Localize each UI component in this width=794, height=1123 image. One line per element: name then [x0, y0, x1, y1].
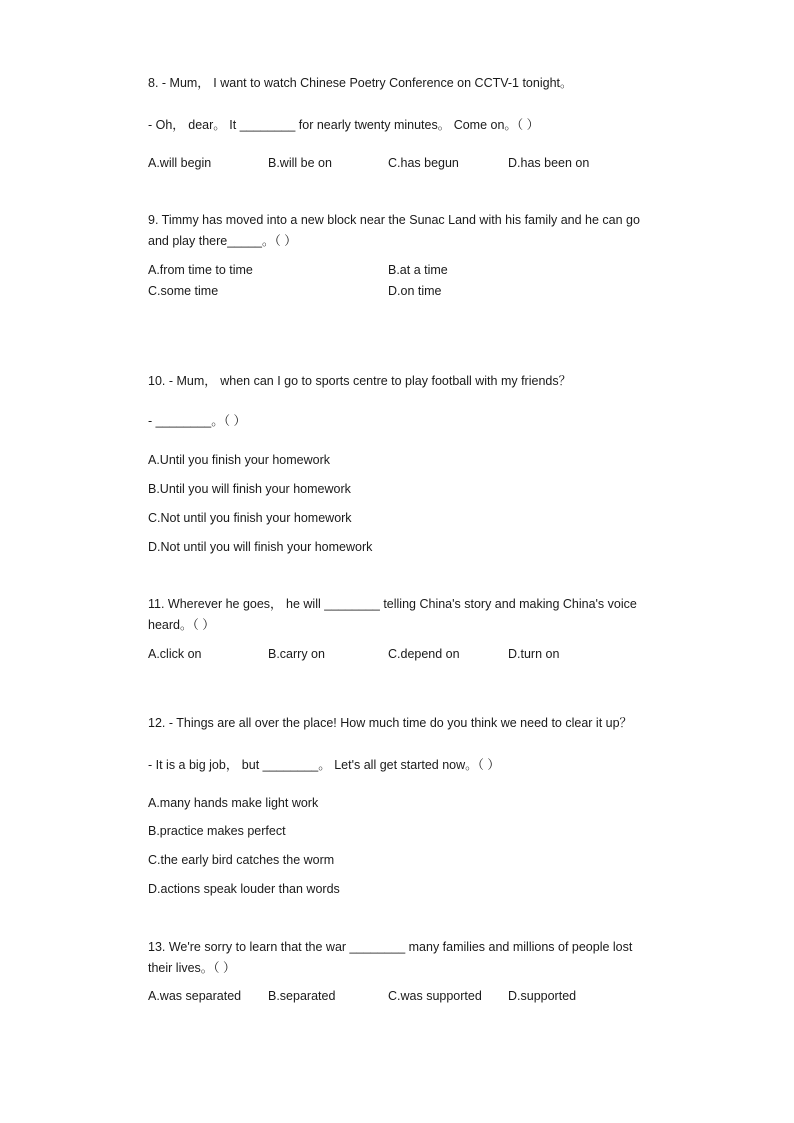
question-8-option-c: C.has begun	[388, 156, 459, 170]
question-13-stem-line-2: their lives。（ ）	[148, 961, 236, 975]
question-9-option-a: A.from time to time	[148, 263, 253, 277]
question-9-option-d: D.on time	[388, 284, 442, 298]
question-8-option-d: D.has been on	[508, 156, 590, 170]
question-12-dialog: - It is a big job， but ________。 Let's all get started now。（ ）	[148, 758, 500, 772]
question-12-option-a: A.many hands make light work	[148, 796, 319, 810]
question-11-option-b: B.carry on	[268, 647, 325, 661]
question-10-dialog: - ________。（ ）	[148, 414, 246, 428]
question-8-option-b: B.will be on	[268, 156, 332, 170]
question-13-option-a: A.was separated	[148, 989, 242, 1003]
question-13-option-c: C.was supported	[388, 989, 482, 1003]
question-10-option-d: D.Not until you will finish your homework	[148, 540, 373, 554]
question-8-stem: 8. - Mum， I want to watch Chinese Poetry Conference on CCTV-1 tonight。	[148, 76, 573, 90]
question-13-option-b: B.separated	[268, 989, 336, 1003]
question-9-option-c: C.some time	[148, 284, 219, 298]
question-11-stem-line-2: heard。（ ）	[148, 618, 215, 632]
question-8-dialog: - Oh， dear。 It ________ for nearly twenty minutes。 Come on。（ ）	[148, 118, 540, 132]
question-11-option-a: A.click on	[148, 647, 202, 661]
question-11-option-c: C.depend on	[388, 647, 460, 661]
question-12-stem: 12. - Things are all over the place! How much time do you think we need to clear it up？	[148, 716, 633, 730]
question-9-option-b: B.at a time	[388, 263, 448, 277]
question-8-option-a: A.will begin	[148, 156, 212, 170]
question-12-option-d: D.actions speak louder than words	[148, 882, 340, 896]
question-13-option-d: D.supported	[508, 989, 577, 1003]
question-11-option-d: D.turn on	[508, 647, 560, 661]
question-11-stem-line-1: 11. Wherever he goes， he will ________ telling China's story and making China's voice	[148, 597, 637, 611]
question-9-stem-line-2: and play there_____。（ ）	[148, 234, 297, 248]
question-10-stem: 10. - Mum， when can I go to sports centre to play football with my friends？	[148, 374, 572, 388]
question-13-stem-line-1: 13. We're sorry to learn that the war ________ many families and millions of people lost	[148, 940, 633, 954]
question-12-option-b: B.practice makes perfect	[148, 824, 286, 838]
question-10-option-c: C.Not until you finish your homework	[148, 511, 352, 525]
question-9-stem-line-1: 9. Timmy has moved into a new block near the Sunac Land with his family and he can go	[148, 213, 640, 227]
question-12-option-c: C.the early bird catches the worm	[148, 853, 335, 867]
question-10-option-a: A.Until you finish your homework	[148, 453, 331, 467]
question-10-option-b: B.Until you will finish your homework	[148, 482, 351, 496]
